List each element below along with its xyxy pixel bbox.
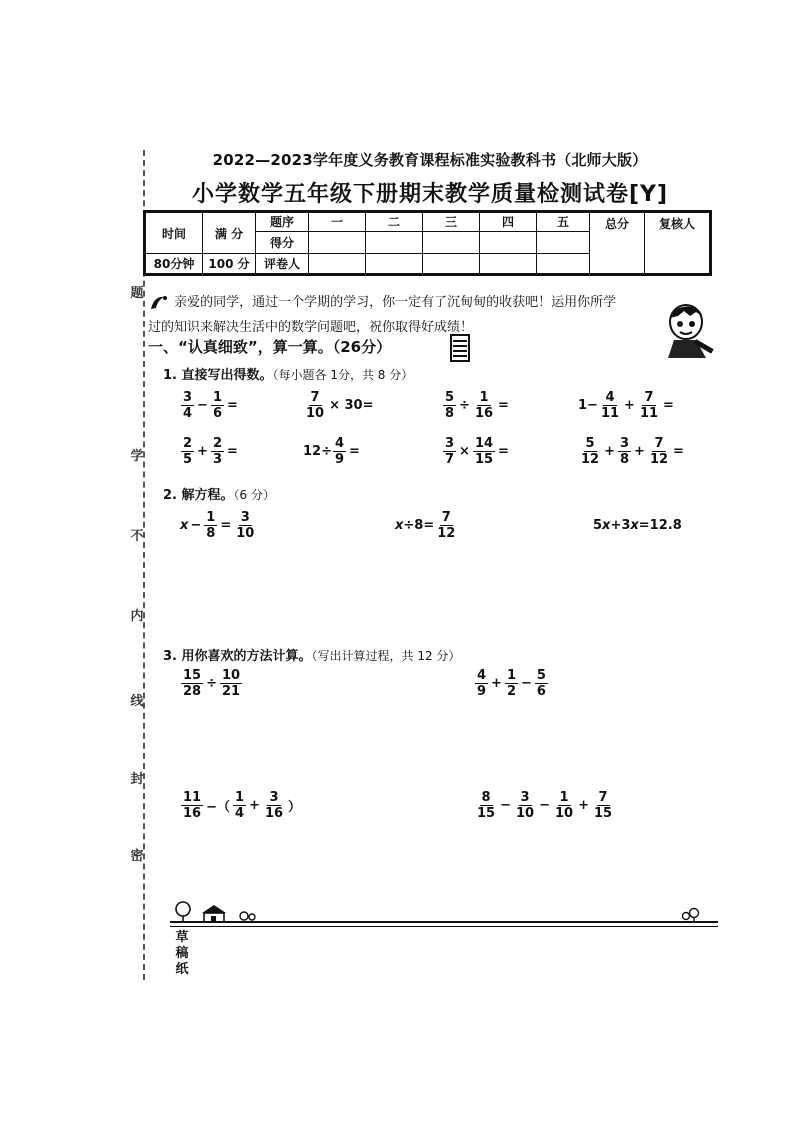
grader-cell[interactable] xyxy=(366,254,423,275)
score-cell[interactable] xyxy=(480,231,537,254)
fraction: $\frac{5}{8}$ xyxy=(445,390,455,421)
q1-expr-7: $\frac{3}{7}$ × $\frac{14}{15}$ = xyxy=(445,436,509,467)
intro-line-1: 亲爱的同学，通过一个学期的学习，你一定有了沉甸甸的收获吧！运用你所学 xyxy=(174,295,617,310)
fraction: $\frac{15}{28}$ xyxy=(183,668,202,699)
row-label-score: 得分 xyxy=(256,231,309,254)
fraction: $\frac{1}{4}$ xyxy=(235,790,245,821)
q1-expr-8: $\frac{5}{12}$ + $\frac{3}{8}$ + $\frac{7}{12}$ = xyxy=(581,436,684,467)
fraction: $\frac{1}{10}$ xyxy=(555,790,574,821)
fraction: $\frac{3}{7}$ xyxy=(445,436,455,467)
q3-calc-2: $\frac{4}{9}$ + $\frac{1}{2}$ − $\frac{5}{6}$ xyxy=(477,668,546,699)
fraction: $\frac{14}{15}$ xyxy=(474,436,494,467)
margin-char: 内 xyxy=(130,609,144,624)
time-value: 80分钟 xyxy=(145,254,203,275)
fraction: $\frac{3}{10}$ xyxy=(516,790,535,821)
q3-title xyxy=(163,645,460,664)
col-2: 二 xyxy=(366,212,423,232)
fraction: $\frac{8}{15}$ xyxy=(477,790,496,821)
fraction: $\frac{1}{16}$ xyxy=(474,390,494,421)
q1-expr-4: 1− $\frac{4}{11}$ + $\frac{7}{11}$ = xyxy=(578,390,674,421)
grader-cell[interactable] xyxy=(309,254,366,275)
col-3: 三 xyxy=(423,212,480,232)
score-cell[interactable] xyxy=(423,231,480,254)
fraction: $\frac{7}{10}$ xyxy=(306,390,325,421)
q1-title xyxy=(163,364,413,383)
score-cell[interactable] xyxy=(537,231,590,254)
fraction: $\frac{3}{4}$ xyxy=(183,390,193,421)
margin-char: 不 xyxy=(130,529,144,544)
grader-cell[interactable] xyxy=(480,254,537,275)
margin-char: 封 xyxy=(130,772,144,787)
q2-title-text: 2. 解方程。 xyxy=(163,488,234,503)
fraction: $\frac{4}{9}$ xyxy=(477,668,487,699)
fraction: $\frac{7}{15}$ xyxy=(594,790,613,821)
fraction: $\frac{5}{12}$ xyxy=(581,436,600,467)
bush-decoration-icon xyxy=(680,904,704,922)
margin-char: 题 xyxy=(130,286,144,301)
cartoon-student-icon xyxy=(660,300,720,362)
q3-calc-3: $\frac{11}{16}$ −（ $\frac{1}{4}$ + $\frac{3}{16}$ ） xyxy=(183,790,302,821)
col-5: 五 xyxy=(537,212,590,232)
exam-title: 小学数学五年级下册期末教学质量检测试卷[Y] xyxy=(191,182,669,207)
row-label-grader: 评卷人 xyxy=(256,254,309,275)
col-4: 四 xyxy=(480,212,537,232)
ground-line xyxy=(170,921,718,923)
intro-line-2: 过的知识来解决生活中的数学问题吧，祝你取得好成绩！ xyxy=(148,320,474,335)
draft-char: 稿 xyxy=(175,946,189,961)
fraction: $\frac{7}{12}$ xyxy=(437,510,456,541)
q1-expr-1: $\frac{3}{4}$ − $\frac{1}{6}$ = xyxy=(183,390,238,421)
q1-expr-6: 12÷ $\frac{4}{9}$ = xyxy=(303,436,360,467)
margin-char: 密 xyxy=(130,849,144,864)
q1-note: （每小题各 1分，共 8 分） xyxy=(272,368,414,382)
col-1: 一 xyxy=(309,212,366,232)
fraction: $\frac{4}{9}$ xyxy=(334,436,345,467)
exam-subtitle: 2022—2023学年度义务教育课程标准实验教科书（北师大版） xyxy=(212,151,648,169)
section-1-heading: 一、“认真细致”，算一算。（26分） xyxy=(148,338,392,356)
fraction: $\frac{1}{8}$ xyxy=(206,510,216,541)
q3-calc-4: $\frac{8}{15}$ − $\frac{3}{10}$ − $\frac{1}{10}$ + $\frac{7}{15}$ xyxy=(477,790,613,821)
time-label: 时间 xyxy=(145,212,203,254)
q1-title-text: 1. 直接写出得数。 xyxy=(163,368,273,383)
q3-calc-1: $\frac{15}{28}$ ÷ $\frac{10}{21}$ xyxy=(183,668,241,699)
full-score-label: 满 分 xyxy=(203,212,256,254)
total-label: 总分 xyxy=(590,212,645,275)
fraction: $\frac{3}{16}$ xyxy=(264,790,284,821)
q3-title-text: 3. 用你喜欢的方法计算。 xyxy=(163,649,312,664)
fraction: $\frac{1}{2}$ xyxy=(506,668,516,699)
fraction: $\frac{10}{21}$ xyxy=(222,668,241,699)
intro-text xyxy=(148,290,708,340)
fraction: $\frac{2}{3}$ xyxy=(212,436,222,467)
ground-line-thin xyxy=(170,926,718,927)
q2-equation-3: 5 x +3 x =12.8 xyxy=(593,518,682,533)
fraction: $\frac{7}{12}$ xyxy=(649,436,669,467)
score-cell[interactable] xyxy=(366,231,423,254)
grader-cell[interactable] xyxy=(537,254,590,275)
draft-char: 草 xyxy=(175,930,189,945)
fraction: $\frac{11}{16}$ xyxy=(183,790,202,821)
fraction: $\frac{3}{10}$ xyxy=(236,510,255,541)
fraction: $\frac{2}{5}$ xyxy=(183,436,193,467)
row-label-order: 题序 xyxy=(256,212,309,232)
fraction: $\frac{5}{6}$ xyxy=(536,668,546,699)
q1-expr-5: $\frac{2}{5}$ + $\frac{2}{3}$ = xyxy=(183,436,238,467)
q2-equation-1: x − $\frac{1}{8}$ = $\frac{3}{10}$ xyxy=(180,510,255,541)
margin-char: 学 xyxy=(130,449,144,464)
q3-note: （写出计算过程，共 12 分） xyxy=(311,649,461,663)
score-cell[interactable] xyxy=(309,231,366,254)
fraction: $\frac{7}{11}$ xyxy=(639,390,659,421)
q2-title xyxy=(163,484,275,503)
fraction: $\frac{1}{6}$ xyxy=(212,390,222,421)
draft-char: 纸 xyxy=(175,962,189,977)
grader-cell[interactable] xyxy=(423,254,480,275)
fraction: $\frac{3}{8}$ xyxy=(620,436,630,467)
q2-note: （6 分） xyxy=(233,488,275,502)
fraction: $\frac{4}{11}$ xyxy=(600,390,620,421)
q1-expr-3: $\frac{5}{8}$ ÷ $\frac{1}{16}$ = xyxy=(445,390,509,421)
margin-char: 线 xyxy=(130,694,144,709)
score-table xyxy=(143,210,712,276)
full-score-value: 100 分 xyxy=(203,254,256,275)
abacus-icon xyxy=(450,334,470,362)
reviewer-label: 复核人 xyxy=(645,212,711,275)
draft-paper-label xyxy=(172,930,192,978)
q2-equation-2: x ÷8= $\frac{7}{12}$ xyxy=(395,510,456,541)
q1-expr-2: $\frac{7}{10}$ × 30= xyxy=(306,390,374,421)
pen-hand-icon xyxy=(148,294,170,312)
